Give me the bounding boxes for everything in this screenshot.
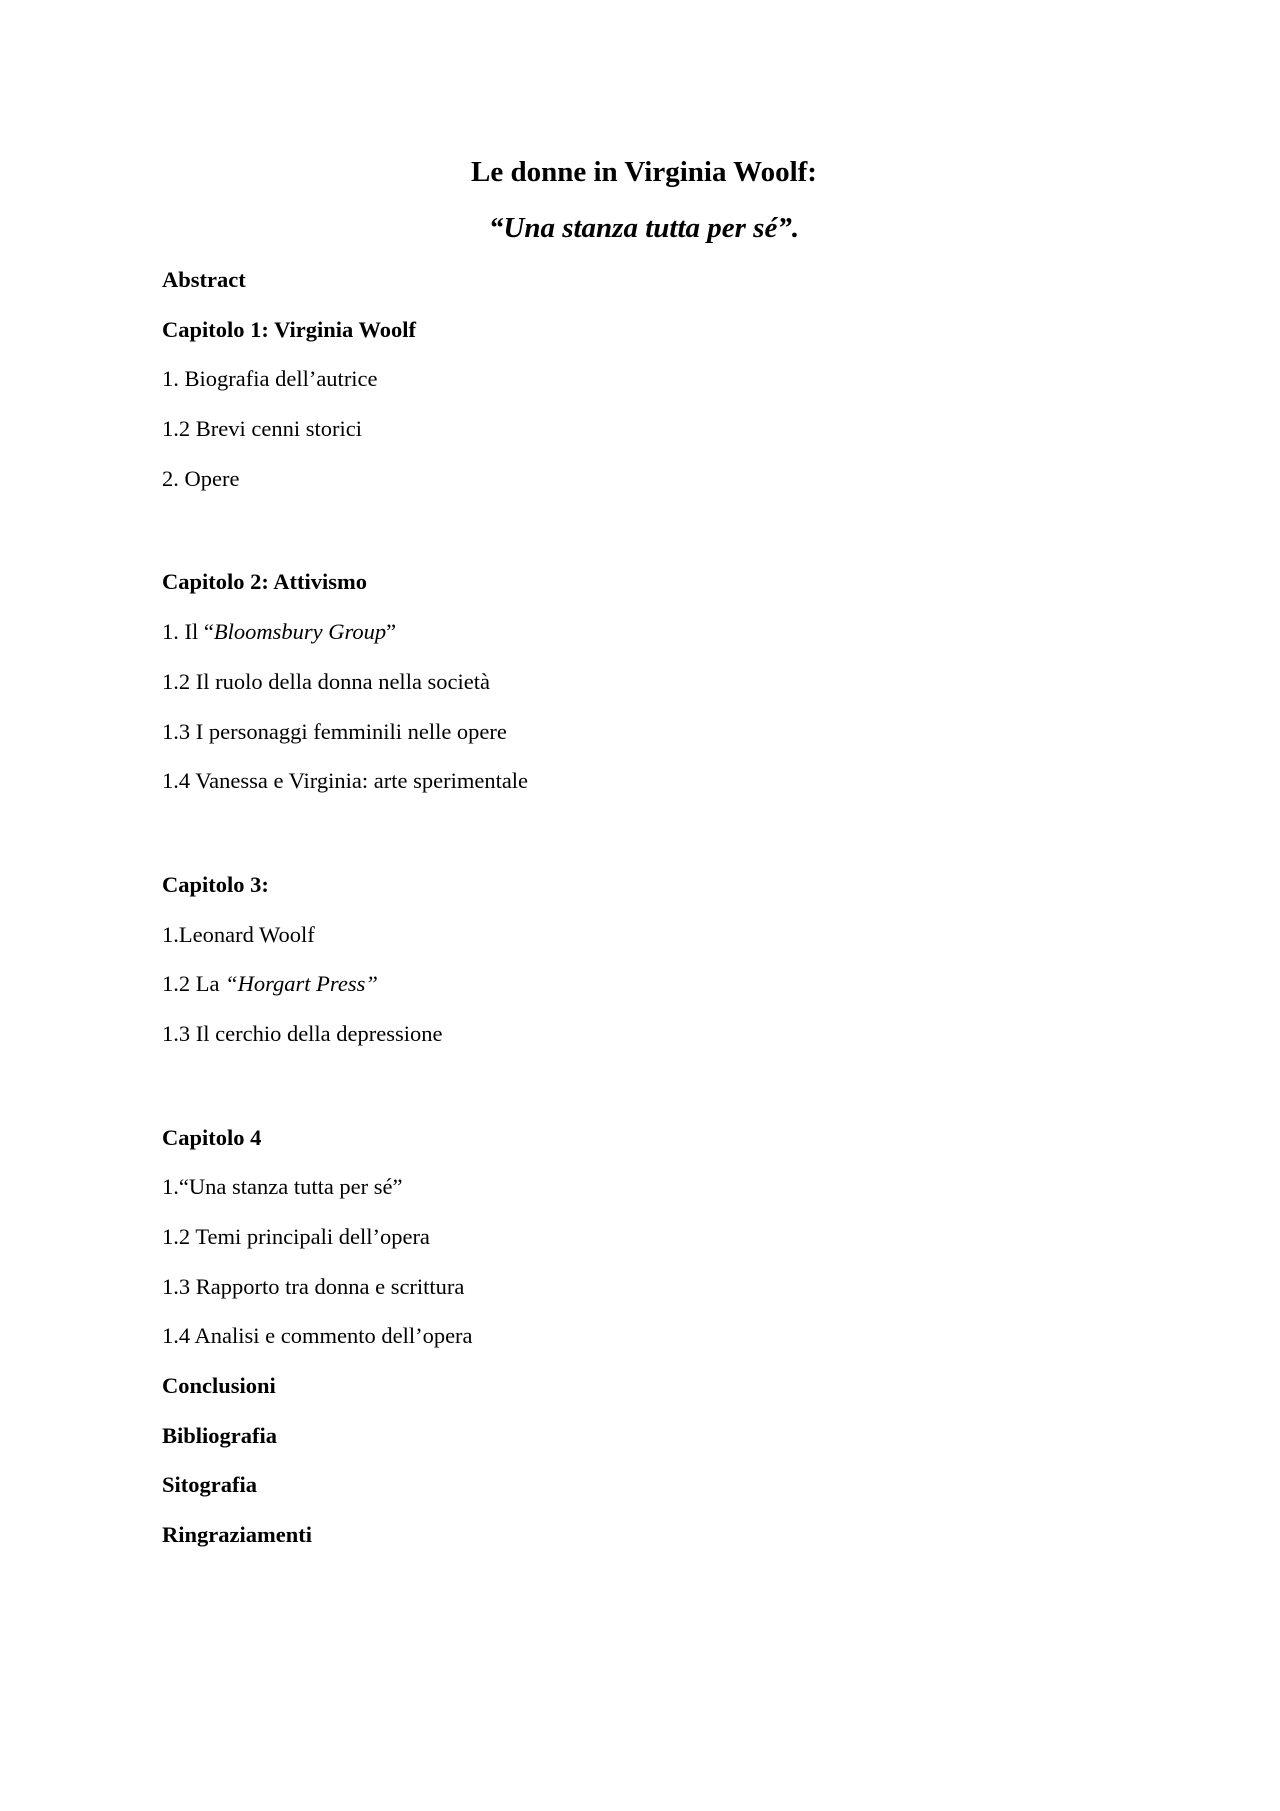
toc-entry [162, 707, 528, 757]
toc-entry [162, 607, 528, 657]
toc-text: Sitografia [162, 1472, 257, 1498]
toc-text: 1.4 Analisi e commento dell’opera [162, 1323, 473, 1349]
toc-text: Capitolo 1: Virginia Woolf [162, 316, 416, 342]
toc-text: 2. Opere [162, 465, 240, 491]
document-title: Le donne in Virginia Woolf: [471, 156, 817, 188]
table-of-contents [162, 255, 528, 1560]
toc-italic-text: “Horgart Press” [225, 971, 378, 997]
toc-heading [162, 255, 528, 305]
toc-text: 1.2 Temi principali dell’opera [162, 1224, 430, 1249]
section-spacer [162, 503, 528, 557]
toc-text: 1.Leonard Woolf [162, 921, 315, 947]
toc-entry [162, 1311, 528, 1361]
toc-text: 1.2 Brevi cenni storici [162, 416, 362, 442]
toc-entry [162, 910, 528, 960]
toc-heading [162, 557, 528, 607]
toc-text: 1.3 Il cerchio della depressione [162, 1020, 443, 1046]
toc-text: Capitolo 3: [162, 871, 269, 897]
document-subtitle: “Una stanza tutta per sé”. [488, 212, 800, 244]
toc-entry [162, 1262, 528, 1312]
toc-text: ” [386, 619, 397, 645]
toc-text: Capitolo 4 [162, 1124, 262, 1150]
toc-heading [162, 1510, 528, 1560]
toc-text: Conclusioni [162, 1373, 276, 1399]
toc-entry [162, 404, 528, 454]
toc-text: Abstract [162, 267, 246, 292]
toc-text: Ringraziamenti [162, 1522, 312, 1548]
toc-entry [162, 959, 528, 1009]
toc-text: 1.3 I personaggi femminili nelle opere [162, 718, 507, 744]
toc-text: 1.“Una stanza tutta per sé” [162, 1174, 403, 1200]
toc-entry [162, 657, 528, 707]
toc-heading [162, 1460, 528, 1510]
toc-heading [162, 860, 528, 910]
toc-heading [162, 305, 528, 355]
toc-entry [162, 1162, 528, 1212]
toc-entry [162, 756, 528, 806]
section-spacer [162, 1059, 528, 1113]
toc-heading [162, 1411, 528, 1461]
toc-heading [162, 1361, 528, 1411]
toc-italic-text: Bloomsbury Group [213, 619, 387, 645]
toc-text: 1. Il “ [162, 619, 214, 645]
toc-text: Capitolo 2: Attivismo [162, 569, 367, 595]
toc-text: 1.2 La [162, 971, 226, 997]
toc-text: 1.2 Il ruolo della donna nella società [162, 668, 491, 694]
toc-text: Bibliografia [162, 1422, 278, 1448]
section-spacer [162, 806, 528, 860]
toc-text: 1. Biografia dell’autrice [162, 366, 378, 392]
toc-entry [162, 454, 528, 504]
toc-heading [162, 1113, 528, 1163]
toc-entry [162, 354, 528, 404]
toc-text: 1.4 Vanessa e Virginia: arte sperimentale [162, 768, 529, 794]
toc-entry [162, 1212, 528, 1262]
toc-text: 1.3 Rapporto tra donna e scrittura [162, 1273, 465, 1299]
toc-entry [162, 1009, 528, 1059]
